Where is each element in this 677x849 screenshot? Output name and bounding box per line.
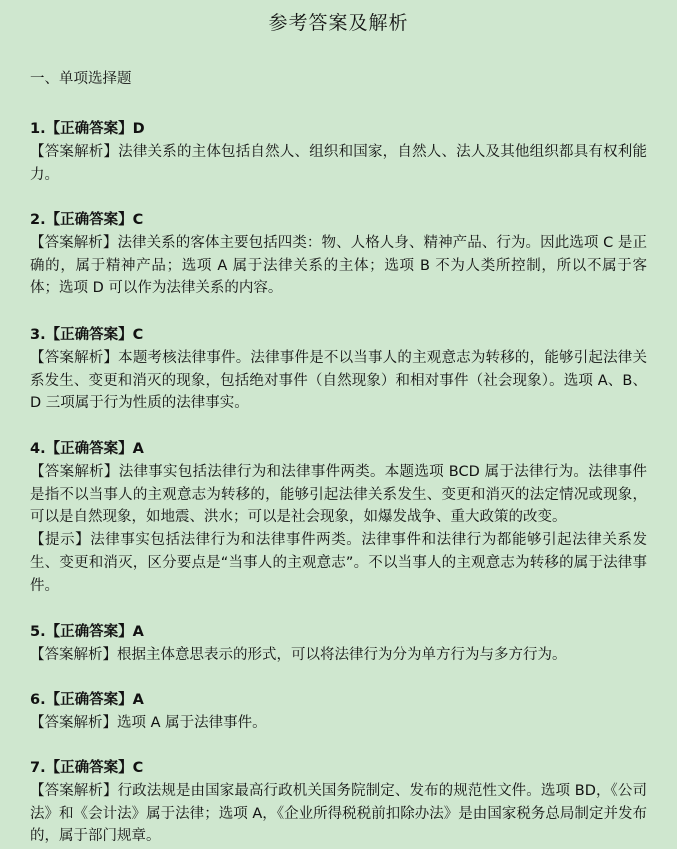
answer-label: 【正确答案】 <box>45 441 133 457</box>
tip-paragraph: 【提示】法律事实包括法律行为和法律事件两类。法律事件和法律行为都能够引起法律关系发生、变更和消灭，区分要点是“当事人的主观意志”。不以当事人的主观意志为转移的属于法律事件。 <box>30 532 647 594</box>
question-number: 2. <box>30 212 46 228</box>
answer-item-4 <box>30 438 647 598</box>
section-heading: 一、单项选择题 <box>30 71 132 87</box>
answer-item-1 <box>30 118 647 186</box>
explanation-paragraph: 【答案解析】法律关系的客体主要包括四类：物、人格人身、精神产品、行为。因此选项 C 是正确的，属于精神产品；选项 A 属于法律关系的主体；选项 B 不为人类所控制，所以不属于客体；选项 D 可以作为法律关系的内容。 <box>30 234 647 297</box>
question-number: 6. <box>30 692 46 708</box>
question-number: 4. <box>30 441 46 457</box>
correct-answer-line <box>30 209 647 232</box>
answer-item-5 <box>30 621 647 667</box>
answer-label: 【正确答案】 <box>45 121 133 137</box>
page-title: 参考答案及解析 <box>268 12 409 34</box>
correct-answer-line <box>30 689 647 712</box>
answer-value: C <box>132 212 144 228</box>
correct-answer-line <box>30 757 647 780</box>
answer-item-2 <box>30 209 647 300</box>
explanation-paragraph: 【答案解析】选项 A 属于法律事件。 <box>30 714 267 731</box>
answer-label: 【正确答案】 <box>45 327 133 343</box>
answer-value: D <box>132 121 145 137</box>
answer-label: 【正确答案】 <box>45 624 133 640</box>
explanation-paragraph: 【答案解析】行政法规是由国家最高行政机关国务院制定、发布的规范性文件。选项 BD，《公司法》和《会计法》属于法律；选项 A，《企业所得税税前扣除办法》是由国家税务总局制定并发布的，属于部门规章。 <box>30 782 647 845</box>
explanation-paragraph: 【答案解析】本题考核法律事件。法律事件是不以当事人的主观意志为转移的，能够引起法律关系发生、变更和消灭的现象，包括绝对事件（自然现象）和相对事件（社会现象）。选项 A、B、D 三项属于行为性质的法律事实。 <box>30 349 647 412</box>
correct-answer-line <box>30 118 647 141</box>
answer-value: C <box>132 760 144 776</box>
answer-value: C <box>132 327 144 343</box>
explanation-paragraph: 【答案解析】法律关系的主体包括自然人、组织和国家，自然人、法人及其他组织都具有权利能力。 <box>30 143 647 183</box>
explanation-paragraph: 【答案解析】法律事实包括法律行为和法律事件两类。本题选项 BCD 属于法律行为。法律事件是指不以当事人的主观意志为转移的，能够引起法律关系发生、变更和消灭的法定情况或现象，可以是自然现象，如地震、洪水；可以是社会现象，如爆发战争、重大政策的改变。 <box>30 463 647 526</box>
answer-item-7 <box>30 757 647 848</box>
correct-answer-line <box>30 621 647 644</box>
answer-item-6 <box>30 689 647 735</box>
answer-value: A <box>132 624 144 640</box>
answer-value: A <box>132 441 144 457</box>
answer-item-3 <box>30 324 647 415</box>
question-number: 3. <box>30 327 46 343</box>
answer-label: 【正确答案】 <box>45 212 133 228</box>
question-number: 5. <box>30 624 46 640</box>
question-number: 1. <box>30 121 46 137</box>
question-number: 7. <box>30 760 46 776</box>
answer-value: A <box>132 692 144 708</box>
correct-answer-line <box>30 438 647 461</box>
correct-answer-line <box>30 324 647 347</box>
answer-label: 【正确答案】 <box>45 760 133 776</box>
explanation-paragraph: 【答案解析】根据主体意思表示的形式，可以将法律行为分为单方行为与多方行为。 <box>30 646 567 663</box>
answer-label: 【正确答案】 <box>45 692 133 708</box>
